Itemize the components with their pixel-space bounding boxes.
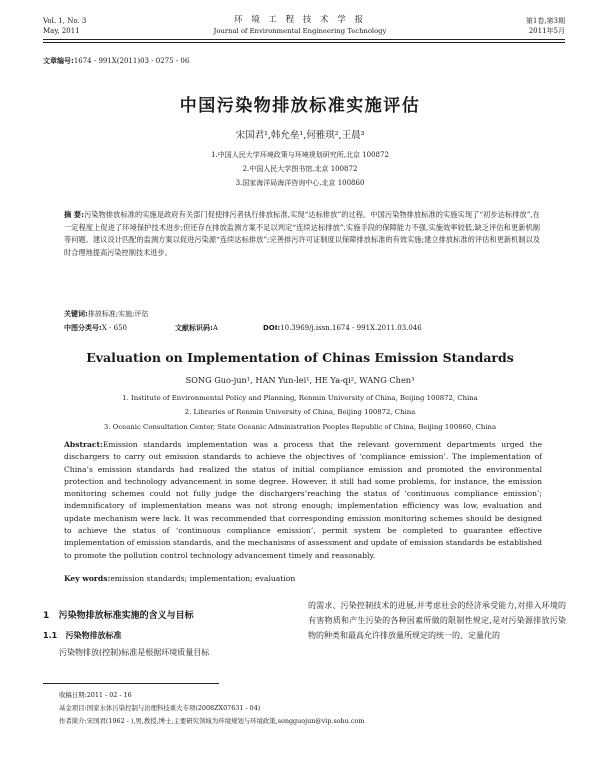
date-cn: 2011年5月	[528, 27, 565, 35]
keywords-en-text: emission standards; implementation; evaluation	[110, 574, 296, 583]
journal-title-cn: 环 境 工 程 技 术 学 报	[234, 15, 366, 25]
section-title: 污染物排放标准实施的含义与目标	[58, 611, 194, 621]
keywords-en-label: Key words:	[64, 574, 111, 583]
volume-issue-cn: 第1卷,第3期	[525, 17, 565, 25]
left-column-paragraph: 污染物排放(控制)标准是根据环境质量目标	[59, 648, 210, 657]
abstract-en	[64, 439, 542, 562]
keywords-cn-text: 排放标准;实施;评估	[87, 310, 149, 318]
document-code-label: 文献标识码:	[175, 324, 213, 332]
section-heading	[43, 608, 194, 621]
affiliation-en-1: 1. Institute of Environmental Policy and Planning, Renmin University of China, Beijing 100872, China	[122, 394, 478, 402]
document-code	[175, 323, 218, 333]
affiliation-en-2: 2. Libraries of Renmin University of China, Beijing 100872, China	[184, 408, 416, 416]
header-rule-thin	[43, 42, 565, 43]
section-number: 1	[43, 611, 50, 621]
keywords-en	[64, 574, 295, 583]
keywords-cn-label: 关键词:	[64, 310, 88, 318]
subsection-number: 1.1	[43, 631, 58, 640]
footnote-funding: 基金项目:国家水体污染控制与治理科技重大专项(2008ZX07631 - 04)	[59, 704, 261, 712]
date-en: May, 2011	[43, 27, 80, 35]
header-rule-thick	[43, 39, 565, 40]
doi-label: DOI:	[263, 324, 281, 332]
abstract-en-text: Emission standards implementation was a process that the relevant government departments urged the dischargers to carry out emission standards to achieve the objectives of ‘compliance emission’. The implementation of China’s emission standards had realized the status of initial compliance emission and promoted the environmental protection and technology advancement in some degree. However, it still had some problems, for instance, the emission monitoring schemes could not fully judge the dischargers’reaching the status of ‘continuous compliance emission’; indemnificatory of implementation means was not strong enough; implementation efficiency was low, evaluation and update mechanism were lack. It was recommended that corresponding emission monitoring schemes should be designed to achieve the status of ‘continuous compliance emission’, permit system be completed to guarantee effective implementation of emission standards, and the mechanisms of assessment and update of emission standards be established to promote the pollution control technology advancement timely and reasonably.	[64, 440, 542, 560]
article-number-value: 1674 - 991X(2011)03 - 0275 - 06	[73, 57, 190, 65]
title-cn: 中国污染物排放标准实施评估	[179, 96, 421, 116]
clc-number	[64, 323, 127, 333]
clc-value: X - 650	[101, 324, 127, 332]
footnote-received: 收稿日期:2011 - 02 - 16	[59, 691, 132, 699]
journal-title-en: Journal of Environmental Engineering Technology	[213, 27, 387, 35]
document-code-value: A	[212, 324, 218, 332]
affiliation-cn-1: 1.中国人民大学环境政策与环境规划研究所,北京 100872	[211, 151, 389, 159]
volume-issue-en: Vol. 1, No. 3	[43, 17, 87, 25]
affiliation-cn-3: 3.国家海洋局海洋咨询中心,北京 100860	[235, 179, 365, 187]
abstract-cn-label: 摘 要:	[64, 210, 85, 219]
keywords-cn	[64, 309, 149, 319]
right-column-paragraph: 的需求、污染控制技术的进展,并考虑社会的经济承受能力,对排入环境的有害物质和产生污染的各种因素所做的限制性规定,是对污染源排放污染物的种类和最高允许排放量所规定的统一的、定量化的	[308, 601, 566, 640]
clc-label: 中图分类号:	[64, 324, 102, 332]
abstract-en-label: Abstract:	[64, 440, 103, 449]
article-number-label: 文章编号:	[43, 57, 74, 65]
affiliation-en-3: 3. Oceanic Consultation Center, State Oceanic Administration Peoples Republic of China, Beijing 100860, China	[103, 423, 497, 431]
authors-en: SONG Guo-jun¹, HAN Yun-lei¹, HE Ya-qi², WANG Chen³	[185, 375, 415, 385]
footnote-author-bio: 作者简介:宋国君(1962 - ),男,教授,博士,主要研究领域为环境规划与环境政策,songguojun@vip.sohu.com	[59, 717, 365, 725]
article-number	[43, 56, 189, 66]
title-en: Evaluation on Implementation of Chinas Emission Standards	[86, 350, 514, 365]
abstract-cn-text: 污染物排放标准的实施是政府有关部门促使排污者执行排放标准,实现“达标排放”的过程。中国污染物排放标准的实施实现了“初步达标排放”,在一定程度上促进了环境保护技术进步;但还存在排放监测方案不足以判定“连续达标排放”,实施手段的保障能力不强,实施效率较低,缺乏评估和更新机制等问题。建议设计匹配的监测方案以促进污染源“连续达标排放”;完善排污许可证制度以保障排放标准的有效实施;建立排放标准的评估和更新机制以及时合理地提高污染控制技术进步。	[64, 210, 540, 257]
subsection-heading	[43, 630, 122, 641]
doi	[263, 323, 422, 333]
affiliation-cn-2: 2.中国人民大学图书馆,北京 100872	[242, 165, 358, 173]
doi-value: 10.3969/j.issn.1674 - 991X.2011.03.046	[280, 324, 422, 332]
subsection-title: 污染物排放标准	[65, 631, 122, 640]
footnote-rule	[43, 683, 219, 684]
abstract-cn	[64, 209, 540, 259]
authors-cn: 宋国君¹,韩允垒¹,何雅琪²,王晨³	[235, 130, 365, 141]
